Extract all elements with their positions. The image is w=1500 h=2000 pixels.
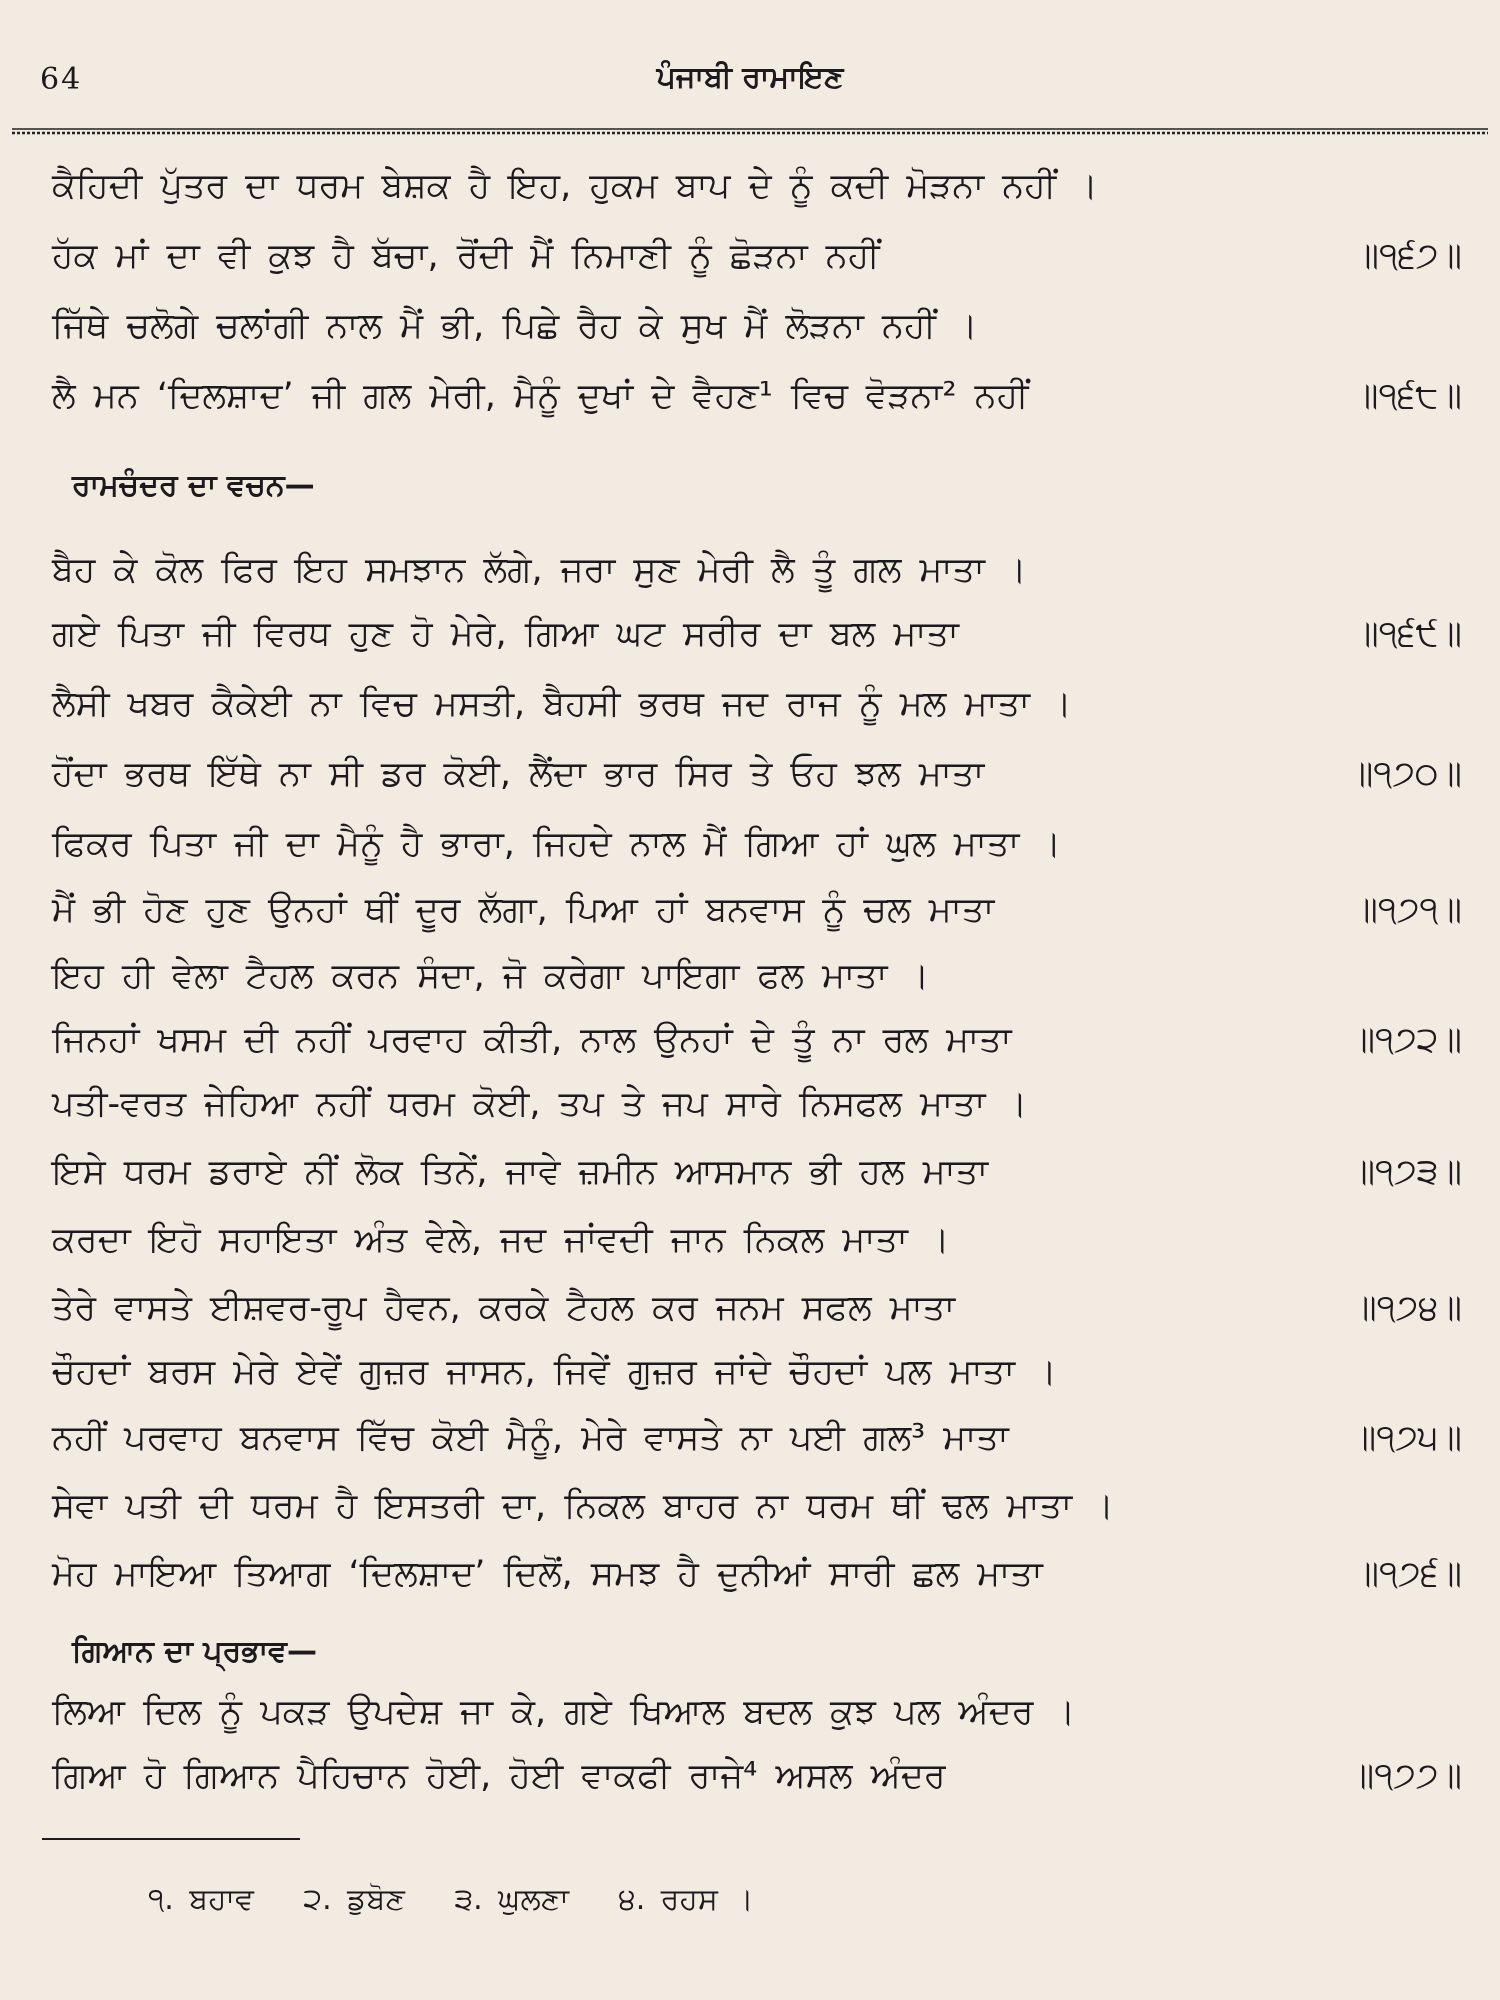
verse-line [52, 232, 1462, 280]
footnote: ੨. ਡੁਬੋਣ [303, 1882, 405, 1917]
verse-line [52, 750, 1462, 798]
footnote: ੪. ਰਹਸ । [618, 1882, 754, 1917]
verse-text: ਲੈ ਮਨ ‘ਦਿਲਸ਼ਾਦ’ ਜੀ ਗਲ ਮੇਰੀ, ਮੈਨੂੰ ਦੁਖਾਂ ਦੇ ਵੈਹਣ¹ ਵਿਚ ਵੋੜਨਾ² ਨਹੀਂ [52, 376, 1029, 416]
section-heading: ਰਾਮਚੰਦਰ ਦਾ ਵਚਨ— [72, 468, 315, 503]
verse-text: ਬੈਹ ਕੇ ਕੋਲ ਫਿਰ ਇਹ ਸਮਝਾਨ ਲੱਗੇ, ਜਰਾ ਸੁਣ ਮੇਰੀ ਲੈ ਤੂੰ ਗਲ ਮਾਤਾ । [52, 550, 1027, 590]
verse-text: ਚੌਹਦਾਂ ਬਰਸ ਮੇਰੇ ਏਵੇਂ ਗੁਜ਼ਰ ਜਾਸਨ, ਜਿਵੇਂ ਗੁਜ਼ਰ ਜਾਂਦੇ ਚੌਹਦਾਂ ਪਲ ਮਾਤਾ । [52, 1352, 1057, 1392]
verse-text: ਪਤੀ-ਵਰਤ ਜੇਹਿਆ ਨਹੀਂ ਧਰਮ ਕੋਈ, ਤਪ ਤੇ ਜਪ ਸਾਰੇ ਨਿਸਫਲ ਮਾਤਾ । [52, 1084, 1028, 1124]
verse-line [52, 886, 1462, 934]
verse-line [52, 1148, 1462, 1196]
verse-line [52, 1414, 1462, 1462]
verse-line [52, 610, 1462, 658]
footnote: ੧. ਬਹਾਵ [148, 1882, 254, 1917]
verse-text: ਲੈਸੀ ਖਬਰ ਕੈਕੇਈ ਨਾ ਵਿਚ ਮਸਤੀ, ਬੈਹਸੀ ਭਰਥ ਜਦ ਰਾਜ ਨੂੰ ਮਲ ਮਾਤਾ । [52, 684, 1072, 724]
page-number: 64 [40, 62, 83, 97]
verse-number: ॥੧੭੨॥ [1351, 1020, 1462, 1060]
verse-text: ਮੋਹ ਮਾਇਆ ਤਿਆਗ ‘ਦਿਲਸ਼ਾਦ’ ਦਿਲੋਂ, ਸਮਝ ਹੈ ਦੁਨੀਆਂ ਸਾਰੀ ਛਲ ਮਾਤਾ [52, 1554, 1043, 1594]
verse-line [52, 1550, 1462, 1598]
verse-line [52, 302, 1462, 350]
verse-text: ਹੋਂਦਾ ਭਰਥ ਇੱਥੇ ਨਾ ਸੀ ਡਰ ਕੋਈ, ਲੈਂਦਾ ਭਾਰ ਸਿਰ ਤੇ ਓਹ ਝਲ ਮਾਤਾ [52, 754, 985, 794]
verse-line [52, 952, 1462, 1000]
verse-line [52, 1348, 1462, 1396]
verse-line [52, 820, 1462, 868]
verse-line [52, 1482, 1462, 1530]
verse-text: ਸੇਵਾ ਪਤੀ ਦੀ ਧਰਮ ਹੈ ਇਸਤਰੀ ਦਾ, ਨਿਕਲ ਬਾਹਰ ਨਾ ਧਰਮ ਥੀਂ ਢਲ ਮਾਤਾ । [52, 1486, 1114, 1526]
verse-line [52, 1284, 1462, 1332]
verse-text: ਜਿਨਹਾਂ ਖਸਮ ਦੀ ਨਹੀਂ ਪਰਵਾਹ ਕੀਤੀ, ਨਾਲ ਉਨਹਾਂ ਦੇ ਤੂੰ ਨਾ ਰਲ ਮਾਤਾ [52, 1020, 1012, 1060]
verse-line [52, 1080, 1462, 1128]
verse-number: ॥੧੭੪॥ [1353, 1288, 1462, 1328]
verse-line [52, 546, 1462, 594]
verse-number: ॥੧੭੭॥ [1350, 1756, 1462, 1796]
header-ornamental-rule [12, 126, 1488, 136]
verse-text: ਨਹੀਂ ਪਰਵਾਹ ਬਨਵਾਸ ਵਿੱਚ ਕੋਈ ਮੈਨੂੰ, ਮੇਰੇ ਵਾਸਤੇ ਨਾ ਪਈ ਗਲ³ ਮਾਤਾ [52, 1418, 1009, 1458]
page-header [40, 60, 1460, 110]
verse-line [52, 680, 1462, 728]
verse-number: ॥੧੭੩॥ [1351, 1152, 1462, 1192]
verse-line [52, 372, 1462, 420]
verse-text: ਮੈਂ ਭੀ ਹੋਣ ਹੁਣ ਉਨਹਾਂ ਥੀਂ ਦੂਰ ਲੱਗਾ, ਪਿਆ ਹਾਂ ਬਨਵਾਸ ਨੂੰ ਚਲ ਮਾਤਾ [52, 890, 995, 930]
verse-text: ਗਿਆ ਹੋ ਗਿਆਨ ਪੈਹਿਚਾਨ ਹੋਈ, ਹੋਈ ਵਾਕਫੀ ਰਾਜੇ⁴ ਅਸਲ ਅੰਦਰ [52, 1756, 946, 1796]
verse-text: ਇਹ ਹੀ ਵੇਲਾ ਟੈਹਲ ਕਰਨ ਸੰਦਾ, ਜੋ ਕਰੇਗਾ ਪਾਇਗਾ ਫਲ ਮਾਤਾ । [52, 956, 930, 996]
verse-text: ਲਿਆ ਦਿਲ ਨੂੰ ਪਕੜ ਉਪਦੇਸ਼ ਜਾ ਕੇ, ਗਏ ਖਿਆਲ ਬਦਲ ਕੁਝ ਪਲ ਅੰਦਰ । [52, 1692, 1076, 1732]
verse-line [52, 1216, 1462, 1264]
verse-number: ॥੧੭੧॥ [1354, 890, 1462, 930]
verse-line [52, 1016, 1462, 1064]
verse-text: ਹੱਕ ਮਾਂ ਦਾ ਵੀ ਕੁਝ ਹੈ ਬੱਚਾ, ਰੋਂਦੀ ਮੈਂ ਨਿਮਾਣੀ ਨੂੰ ਛੋੜਨਾ ਨਹੀਂ [52, 236, 880, 276]
verse-number: ॥੧੭੦॥ [1349, 754, 1462, 794]
footnote: ੩. ਘੁਲਣਾ [454, 1882, 569, 1917]
verse-number: ॥੧੬੯॥ [1355, 614, 1462, 654]
footnote-rule [42, 1838, 300, 1840]
section-heading: ਗਿਆਨ ਦਾ ਪ੍ਰਭਾਵ— [72, 1634, 317, 1669]
verse-number: ॥੧੬੭॥ [1355, 236, 1462, 276]
verse-line [52, 1752, 1462, 1800]
verse-number: ॥੧੬੮॥ [1354, 376, 1462, 416]
footnotes [148, 1880, 788, 1920]
verse-line [52, 162, 1462, 210]
verse-text: ਕਰਦਾ ਇਹੋ ਸਹਾਇਤਾ ਅੰਤ ਵੇਲੇ, ਜਦ ਜਾਂਵਦੀ ਜਾਨ ਨਿਕਲ ਮਾਤਾ । [52, 1220, 950, 1260]
verse-text: ਫਿਕਰ ਪਿਤਾ ਜੀ ਦਾ ਮੈਨੂੰ ਹੈ ਭਾਰਾ, ਜਿਹਦੇ ਨਾਲ ਮੈਂ ਗਿਆ ਹਾਂ ਘੁਲ ਮਾਤਾ । [52, 824, 1062, 864]
verse-text: ਗਏ ਪਿਤਾ ਜੀ ਵਿਰਧ ਹੁਣ ਹੋ ਮੇਰੇ, ਗਿਆ ਘਟ ਸਰੀਰ ਦਾ ਬਲ ਮਾਤਾ [52, 614, 959, 654]
verse-number: ॥੧੭੬॥ [1355, 1554, 1462, 1594]
running-title: ਪੰਜਾਬੀ ਰਾਮਾਇਣ [656, 60, 844, 95]
verse-text: ਕੈਹਿਦੀ ਪੁੱਤਰ ਦਾ ਧਰਮ ਬੇਸ਼ਕ ਹੈ ਇਹ, ਹੁਕਮ ਬਾਪ ਦੇ ਨੂੰ ਕਦੀ ਮੋੜਨਾ ਨਹੀਂ । [52, 166, 1098, 206]
verse-number: ॥੧੭੫॥ [1352, 1418, 1462, 1458]
verse-line [52, 1688, 1462, 1736]
verse-text: ਤੇਰੇ ਵਾਸਤੇ ਈਸ਼ਵਰ-ਰੂਪ ਹੈਵਨ, ਕਰਕੇ ਟੈਹਲ ਕਰ ਜਨਮ ਸਫਲ ਮਾਤਾ [52, 1288, 956, 1328]
verse-text: ਇਸੇ ਧਰਮ ਡਰਾਏ ਨੀਂ ਲੋਕ ਤਿਨੇਂ, ਜਾਵੇ ਜ਼ਮੀਨ ਆਸਮਾਨ ਭੀ ਹਲ ਮਾਤਾ [52, 1152, 989, 1192]
verse-text: ਜਿੱਥੇ ਚਲੋਗੇ ਚਲਾਂਗੀ ਨਾਲ ਮੈਂ ਭੀ, ਪਿਛੇ ਰੈਹ ਕੇ ਸੁਖ ਮੈਂ ਲੋੜਨਾ ਨਹੀਂ । [52, 306, 978, 346]
